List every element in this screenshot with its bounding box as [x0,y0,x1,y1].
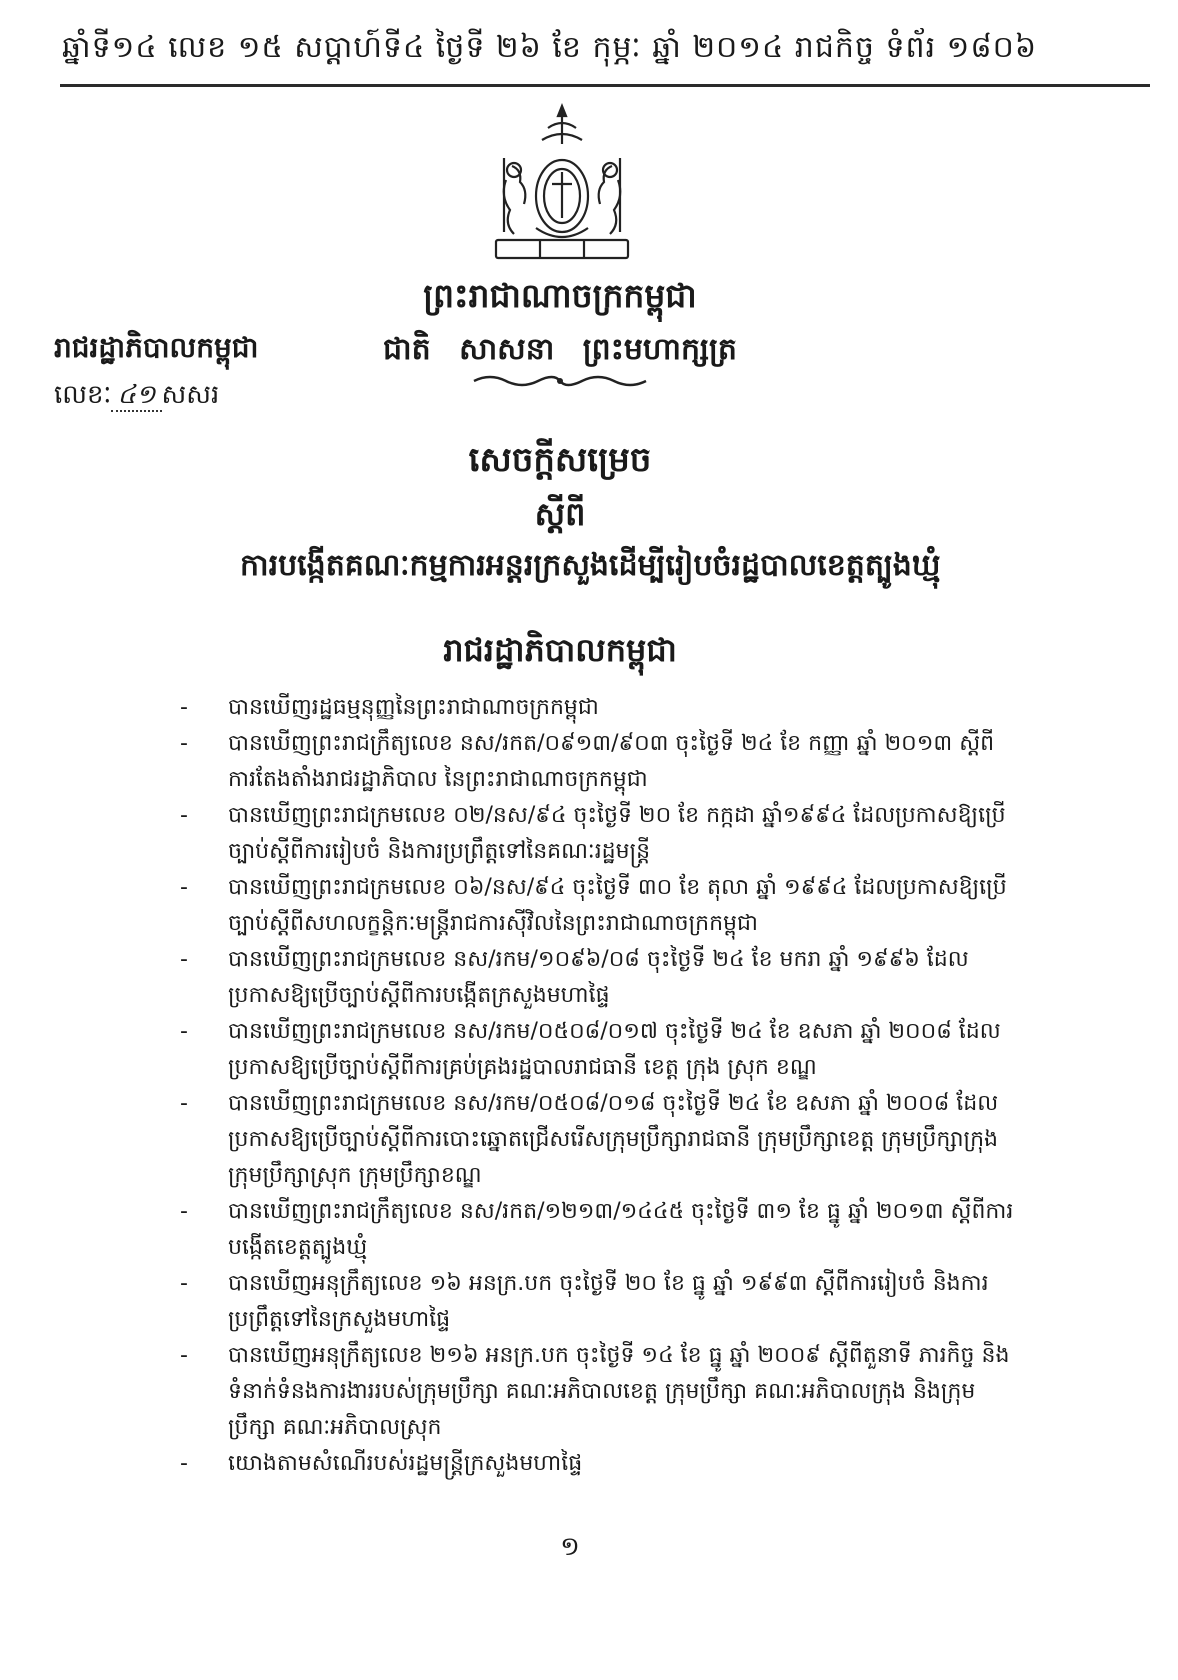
list-item [180,726,1020,798]
list-item-text: បានឃើញអនុក្រឹត្យលេខ ២១៦ អនក្រ.បក ចុះថ្ងៃទី ១៤ ខែ ធ្នូ ឆ្នាំ ២០០៩ ស្តីពីតួនាទី ភារកិច្ច និងទំនាក់ទំនងការងាររបស់ក្រុមប្រឹក្សា គណៈអភិបាលខេត្ត ក្រុមប្រឹក្សា គណៈអភិបាលក្រុង និងក្រុមប្រឹក្សា គណៈអភិបាលស្រុក [228,1343,1010,1440]
list-item [180,798,1020,870]
list-item [180,942,1020,1014]
issuer-heading: រាជរដ្ឋាភិបាលកម្ពុជា [443,631,677,669]
list-item [180,1446,1020,1482]
list-item-text: បានឃើញអនុក្រឹត្យលេខ ១៦ អនក្រ.បក ចុះថ្ងៃទី ២០ ខែ ធ្នូ ឆ្នាំ ១៩៩៣ ស្តីពីការរៀបចំ និងការប្រព្រឹត្តទៅនៃក្រសួងមហាផ្ទៃ [228,1271,989,1332]
kingdom-title: ព្រះរាជាណាចក្រកម្ពុជា [423,276,697,315]
bullet-dash: - [180,875,188,900]
ornament-divider-icon [470,372,650,390]
list-item-text: បានឃើញព្រះរាជក្រឹត្យលេខ នស/រកត/១២១៣/១៤៤៥ ចុះថ្ងៃទី ៣១ ខែ ធ្នូ ឆ្នាំ ២០១៣ ស្តីពីការបង្កើតខេត្តត្បូងឃ្មុំ [228,1199,1014,1260]
bullet-dash: - [180,1451,188,1476]
list-item-text: បានឃើញព្រះរាជក្រមលេខ នស/រកម/០៥០៨/០១៨ ចុះថ្ងៃទី ២៤ ខែ ឧសភា ឆ្នាំ ២០០៨ ដែលប្រកាសឱ្យប្រើច្បាប់ស្តីពីការបោះឆ្នោតជ្រើសរើសក្រុមប្រឹក្សារាជធានី ក្រុមប្រឹក្សាខេត្ត ក្រុមប្រឹក្សាក្រុង ក្រុមប្រឹក្សាស្រុក ក្រុមប្រឹក្សាខណ្ឌ [228,1091,999,1188]
bullet-dash: - [180,1019,188,1044]
issuing-authority: រាជរដ្ឋាភិបាលកម្ពុជា [54,331,259,364]
list-item [180,1194,1020,1266]
header-rule [60,84,1150,87]
list-item [180,1338,1020,1446]
doc-number-value: ៤១ [111,380,161,412]
list-item [180,870,1020,942]
list-item [180,1014,1020,1086]
reference-list [180,690,1020,1482]
bullet-dash: - [180,1091,188,1116]
bullet-dash: - [180,731,188,756]
list-item-text: យោងតាមសំណើរបស់រដ្ឋមន្ត្រីក្រសួងមហាផ្ទៃ [228,1451,583,1476]
document-type-title: សេចក្តីសម្រេច [468,440,652,480]
gazette-header: ឆ្នាំទី១៤ លេខ ១៥ សប្តាហ៍ទី៤ ថ្ងៃទី ២៦ ខែ កុម្ភៈ ឆ្នាំ ២០១៤ រាជកិច្ច ទំព័រ ១៨០៦ [62,30,1038,65]
bullet-dash: - [180,1271,188,1296]
bullet-dash: - [180,1343,188,1368]
document-subject: ការបង្កើតគណៈកម្មការអន្តរក្រសួងដើម្បីរៀបចំរដ្ឋបាលខេត្តត្បូងឃ្មុំ [240,548,941,583]
bullet-dash: - [180,947,188,972]
royal-coat-of-arms-icon [482,100,642,268]
about-label: ស្តីពី [534,495,586,533]
list-item-text: បានឃើញរដ្ឋធម្មនុញ្ញនៃព្រះរាជាណាចក្រកម្ពុជា [228,695,599,720]
page-number: ១ [560,1532,580,1562]
national-motto: ជាតិ សាសនា ព្រះមហាក្សត្រ [383,332,737,367]
list-item [180,690,1020,726]
list-item-text: បានឃើញព្រះរាជក្រមលេខ ០២/នស/៩៤ ចុះថ្ងៃទី ២០ ខែ កក្កដា ឆ្នាំ១៩៩៤ ដែលប្រកាសឱ្យប្រើច្បាប់ស្តីពីការរៀបចំ និងការប្រព្រឹត្តទៅនៃគណៈរដ្ឋមន្ត្រី [228,803,1006,864]
list-item-text: បានឃើញព្រះរាជក្រមលេខ នស/រកម/១០៩៦/០៨ ចុះថ្ងៃទី ២៤ ខែ មករា ឆ្នាំ ១៩៩៦ ដែលប្រកាសឱ្យប្រើច្បាប់ស្តីពីការបង្កើតក្រសួងមហាផ្ទៃ [228,947,969,1008]
list-item-text: បានឃើញព្រះរាជក្រមលេខ នស/រកម/០៥០៨/០១៧ ចុះថ្ងៃទី ២៤ ខែ ឧសភា ឆ្នាំ ២០០៨ ដែលប្រកាសឱ្យប្រើច្បាប់ស្តីពីការគ្រប់គ្រងរដ្ឋបាលរាជធានី ខេត្ត ក្រុង ស្រុក ខណ្ឌ [228,1019,1001,1080]
list-item [180,1086,1020,1194]
doc-number-suffix: សសរ [161,380,220,410]
document-number [54,378,314,416]
bullet-dash: - [180,1199,188,1224]
doc-number-label: លេខៈ [54,380,112,410]
list-item-text: បានឃើញព្រះរាជក្រមលេខ ០៦/នស/៩៤ ចុះថ្ងៃទី ៣០ ខែ តុលា ឆ្នាំ ១៩៩៤ ដែលប្រកាសឱ្យប្រើច្បាប់ស្តីពីសហលក្ខន្តិកៈមន្ត្រីរាជការស៊ីវិលនៃព្រះរាជាណាចក្រកម្ពុជា [228,875,1007,936]
bullet-dash: - [180,803,188,828]
list-item-text: បានឃើញព្រះរាជក្រឹត្យលេខ នស/រកត/០៩១៣/៩០៣ ចុះថ្ងៃទី ២៤ ខែ កញ្ញា ឆ្នាំ ២០១៣ ស្តីពីការតែងតាំងរាជរដ្ឋាភិបាល នៃព្រះរាជាណាចក្រកម្ពុជា [228,731,995,792]
bullet-dash: - [180,695,188,720]
list-item [180,1266,1020,1338]
